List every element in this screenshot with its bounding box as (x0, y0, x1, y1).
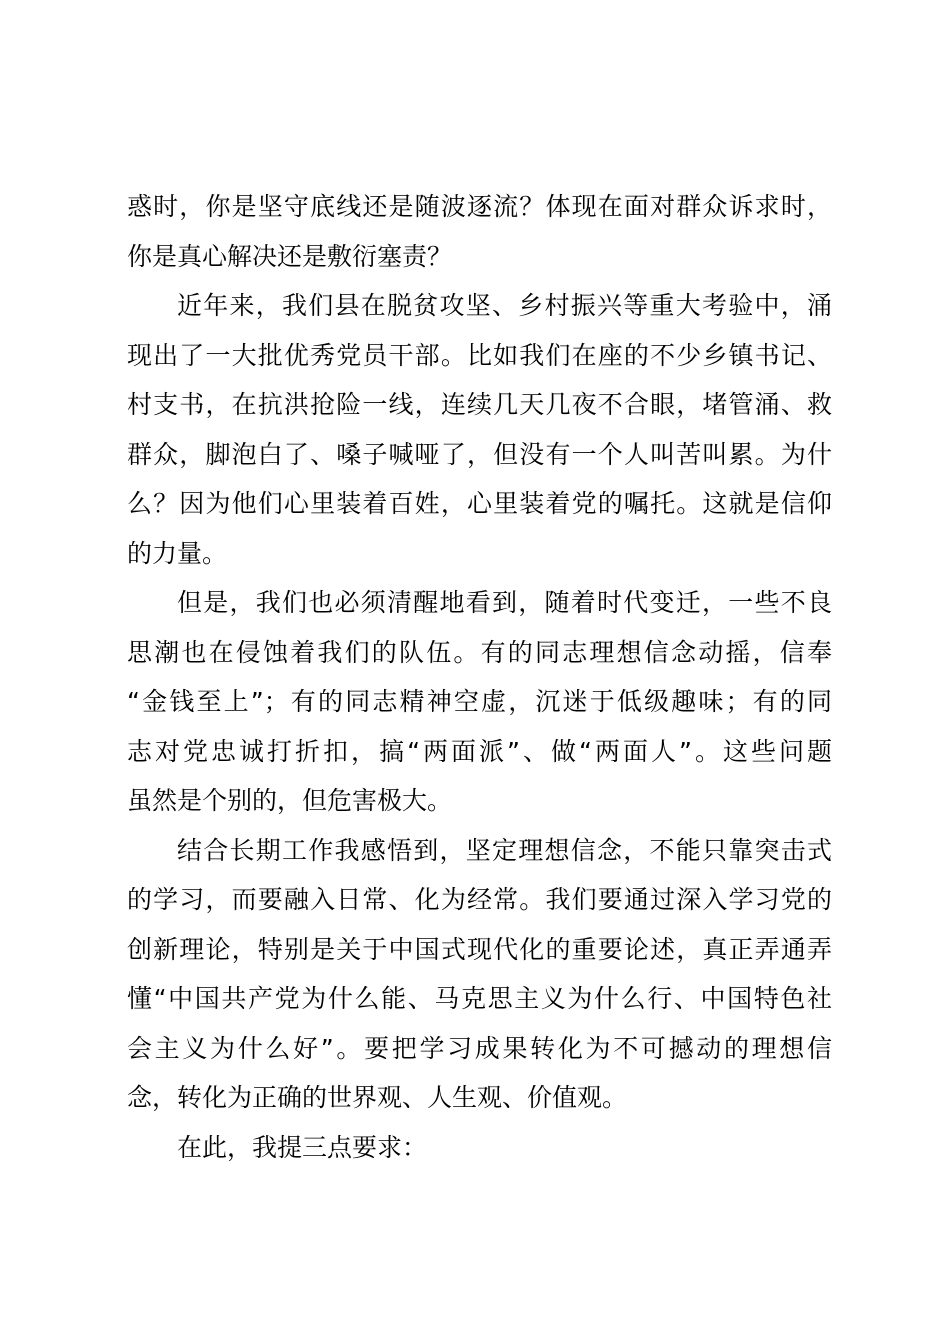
text-line: “金钱至上”；有的同志精神空虚，沉迷于低级趣味；有的同 (127, 687, 832, 716)
text-line: 现出了一大批优秀党员干部。比如我们在座的不少乡镇书记、 (127, 340, 832, 370)
text-line: 虽然是个别的，但危害极大。 (127, 786, 453, 815)
text-line: 村支书，在抗洪抢险一线，连续几天几夜不合眼，堵管涌、救 (127, 390, 832, 419)
text-line: 你是真心解决还是敷衍塞责？ (127, 241, 453, 271)
text-line: 的力量。 (127, 538, 228, 568)
text-line: 念，转化为正确的世界观、人生观、价值观。 (127, 1083, 628, 1112)
text-line: 惑时，你是坚守底线还是随波逐流？体现在面对群众诉求时， (127, 192, 832, 221)
text-line: 思潮也在侵蚀着我们的队伍。有的同志理想信念动摇，信奉 (127, 637, 832, 667)
text-line: 在此，我提三点要求： (177, 1132, 428, 1162)
text-line: 的学习，而要融入日常、化为经常。我们要通过深入学习党的 (127, 885, 832, 914)
text-line: 么？因为他们心里装着百姓，心里装着党的嘱托。这就是信仰 (127, 489, 832, 518)
text-line: 近年来，我们县在脱贫攻坚、乡村振兴等重大考验中，涌 (177, 291, 832, 320)
text-line: 群众，脚泡白了、嗓子喊哑了，但没有一个人叫苦叫累。为什 (127, 439, 832, 469)
text-line: 结合长期工作我感悟到，坚定理想信念，不能只靠突击式 (177, 835, 832, 865)
document-body (127, 182, 832, 1172)
text-line: 懂“中国共产党为什么能、马克思主义为什么行、中国特色社 (127, 984, 832, 1013)
text-line: 但是，我们也必须清醒地看到，随着时代变迁，一些不良 (177, 588, 832, 617)
text-line: 志对党忠诚打折扣，搞“两面派”、做“两面人”。这些问题 (127, 736, 832, 766)
text-line: 会主义为什么好”。要把学习成果转化为不可撼动的理想信 (127, 1033, 832, 1063)
text-line: 创新理论，特别是关于中国式现代化的重要论述，真正弄通弄 (127, 934, 832, 964)
